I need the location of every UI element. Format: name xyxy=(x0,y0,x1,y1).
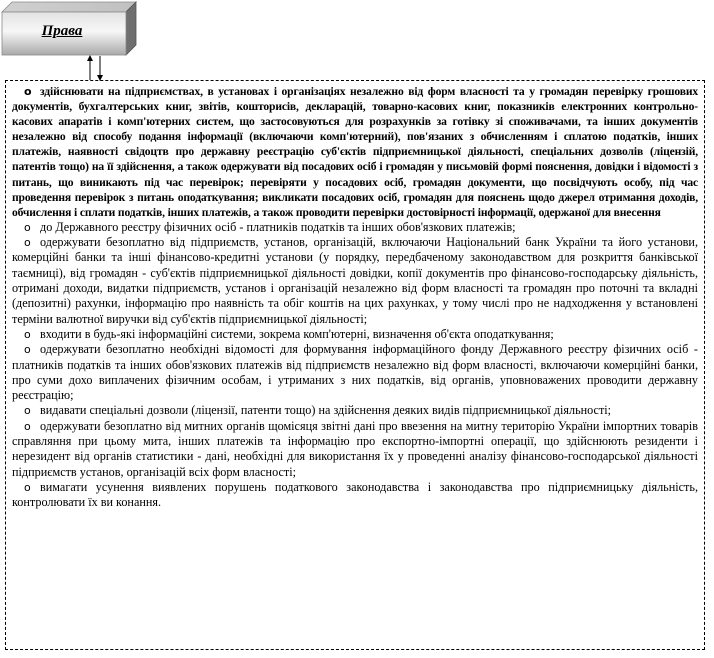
list-item: o одержувати безоплатно від підприємств, установ, організацій, включаючи Національний банк України та його установи, комерційні банки та інші фінансово-кредитні установи (у порядку, передбаченому законодавством для розкриття банківської таємниці), від громадян - суб'єктів підприємницької діяльності довідки, копії документів про фінансово-господарську діяльність, отримані доходи, видатки підприємств, установ і організацій незалежно від форм власності та громадян про поточні та вкладні (депозитні) рахунки, інформацію про наявність та обіг коштів на цих рахунках, у тому числі про не надходження у встановлені терміни валютної виручки від суб'єктів підприємницької діяльності; xyxy=(12,235,698,326)
page-title: Права xyxy=(41,23,83,39)
list-item: o видавати спеціальні дозволи (ліцензії, патенти тощо) на здійснення деяких видів підприємницької діяльності; xyxy=(24,403,612,418)
bullet-icon: o xyxy=(24,220,31,234)
rights-list xyxy=(5,80,705,650)
list-item: o здійснювати на підприємствах, в установах і організаціях незалежно від форм власності та у громадян перевірку грошових документів, бухгалтерських книг, звітів, кошторисів, декларацій, товарно-касових книг, показників електронних контрольно-касових апаратів і комп'ютерних систем, що застосовуються для розрахунків за готівку зі споживачами, та інших документів незалежно від способу подання інформації (включаючи комп'ютерний), пов'язаних з обчисленням і сплатою податків, інших платежів, наявності свідоцтв про державну реєстрацію суб'єктів підприємницької діяльності, спеціальних дозволів (ліцензій, патентів тощо) на її здійснення, а також одержувати від посадових осіб і громадян у письмовій формі пояснення, довідки і відомості з питань, що виникають під час перевірок; перевіряти у посадових осіб, громадян документи, що посвідчують особу, під час проведення перевірок з питань оподаткування; викликати посадових осіб, громадян для пояснень щодо джерел отримання доходів, обчислення і сплати податків, інших платежів, а також проводити перевірки достовірності інформації, одержаної для внесення xyxy=(12,85,698,219)
bullet-icon: o xyxy=(24,85,32,98)
list-item: o входити в будь-які інформаційні системи, зокрема комп'ютерні, визначення об'єкта оподаткування; xyxy=(24,326,554,341)
bullet-icon: o xyxy=(24,419,31,433)
list-item: o одержувати безоплатно необхідні відомості для формування інформаційного фонду Державного реєстру фізичних осіб - платників податків та інших обов'язкових платежів від підприємств незалежно від форм власності, включаючи комерційні банки, про суми дохо виплачених фізичним особам, і утриманих з них податків, від органів, уповноважених проводити державну реєстрацію; xyxy=(12,342,698,403)
list-item: o до Державного реєстру фізичних осіб - платників податків та інших обов'язкових платежів; xyxy=(24,219,516,234)
bullet-icon: o xyxy=(24,327,31,341)
bullet-icon: o xyxy=(24,343,31,357)
header-box xyxy=(0,0,140,62)
bullet-icon: o xyxy=(24,480,31,494)
list-item: o вимагати усунення виявлених порушень податкового законодавства і законодавства про підприємницьку діяльність, контролювати їх ви конання. xyxy=(12,479,698,510)
up-down-arrows-icon xyxy=(85,55,107,81)
bullet-icon: o xyxy=(24,404,31,418)
list-item: o одержувати безоплатно від митних органів щомісяця звітні дані про ввезення на митну територію України імпортних товарів справляння при цьому мита, інших платежів та інформацію про експортно-імпортні операції, що здійснюють резиденти і нерезидент від органів статистики - дані, необхідні для використання їх у проведенні аналізу фінансово-господарської діяльності підприємств установ, організацій всіх форм власності; xyxy=(12,418,698,479)
bullet-icon: o xyxy=(24,236,31,250)
